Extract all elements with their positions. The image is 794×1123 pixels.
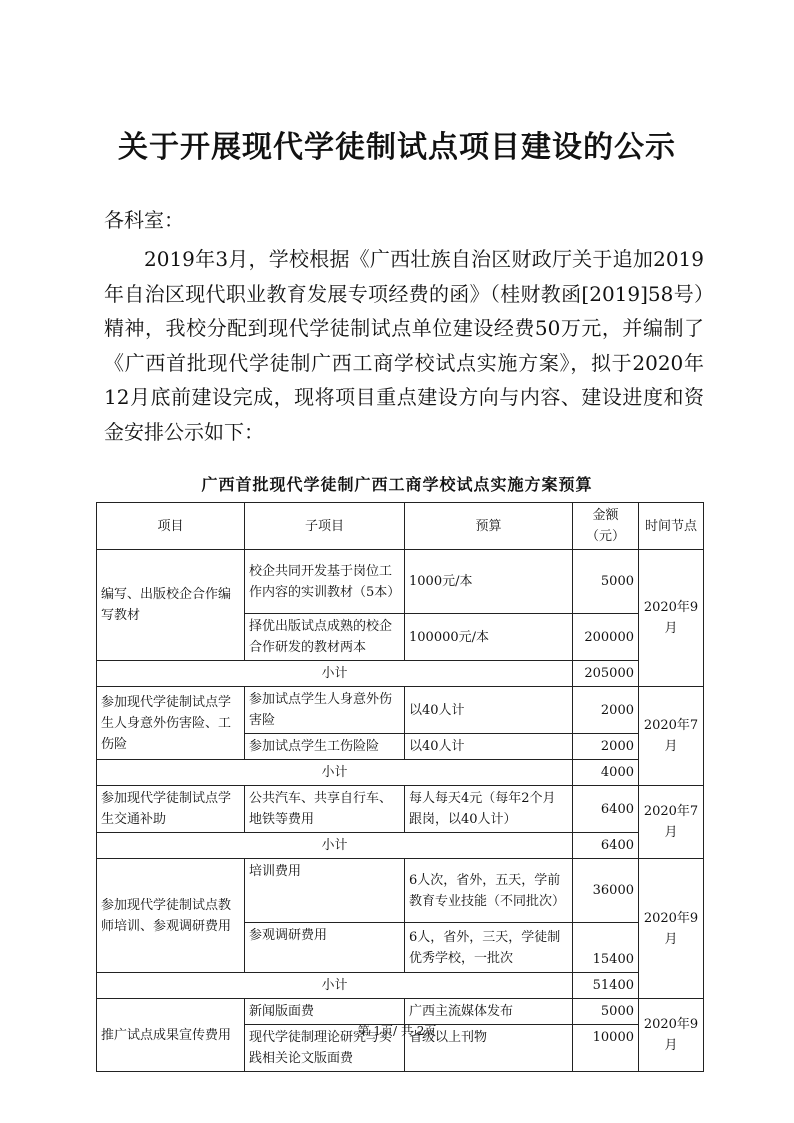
subproject-cell: 参加试点学生工伤险险 <box>245 734 405 760</box>
amount-cell: 200000 <box>573 614 639 661</box>
subtotal-label: 小计 <box>97 760 573 786</box>
subproject-cell: 择优出版试点成熟的校企合作研发的教材两本 <box>245 614 405 661</box>
budget-cell: 广西主流媒体发布 <box>405 999 573 1025</box>
amount-cell: 36000 <box>573 859 639 923</box>
budget-cell: 以40人计 <box>405 734 573 760</box>
subproject-cell: 参观调研费用 <box>245 923 405 973</box>
project-cell: 参加现代学徒制试点教师培训、参观调研费用 <box>97 859 245 973</box>
amount-cell: 6400 <box>573 786 639 833</box>
subproject-cell: 新闻版面费 <box>245 999 405 1025</box>
project-cell: 参加现代学徒制试点学生交通补助 <box>97 786 245 833</box>
subproject-cell: 参加试点学生人身意外伤害险 <box>245 687 405 734</box>
document-title: 关于开展现代学徒制试点项目建设的公示 <box>118 130 676 165</box>
schedule-cell: 2020年7月 <box>639 687 704 786</box>
header-budget: 预算 <box>405 503 573 550</box>
table-row <box>97 550 704 614</box>
amount-cell: 2000 <box>573 734 639 760</box>
subtotal-amount: 51400 <box>573 973 639 999</box>
subtotal-label: 小计 <box>97 661 573 687</box>
amount-cell: 15400 <box>573 923 639 973</box>
subtotal-label: 小计 <box>97 833 573 859</box>
budget-cell: 以40人计 <box>405 687 573 734</box>
subtotal-amount: 6400 <box>573 833 639 859</box>
project-cell: 推广试点成果宣传费用 <box>97 999 245 1072</box>
subtotal-amount: 4000 <box>573 760 639 786</box>
amount-cell: 5000 <box>573 550 639 614</box>
paragraph-text: 2019年3月，学校根据《广西壮族自治区财政厅关于追加2019年自治区现代职业教育发展专项经费的函》（桂财教函[2019]58号）精神，我校分配到现代学徒制试点单位建设经费50万元，并编制了《广西首批现代学徒制广西工商学校试点实施方案》，拟于2020年12月底前建设完成，现将项目重点建设方向与内容、建设进度和资金安排公示如下： <box>104 247 704 444</box>
table-row <box>97 859 704 923</box>
table-row <box>97 999 704 1025</box>
table-title: 广西首批现代学徒制广西工商学校试点实施方案预算 <box>201 475 593 494</box>
schedule-cell: 2020年7月 <box>639 786 704 859</box>
budget-cell: 省级以上刊物 <box>405 1025 573 1072</box>
subproject-cell: 校企共同开发基于岗位工作内容的实训教材（5本） <box>245 550 405 614</box>
subtotal-row <box>97 833 704 859</box>
subproject-cell: 培训费用 <box>245 859 405 923</box>
header-project: 项目 <box>97 503 245 550</box>
budget-cell: 6人，省外，三天，学徒制优秀学校，一批次 <box>405 923 573 973</box>
subtotal-row <box>97 661 704 687</box>
budget-table <box>96 502 704 1072</box>
project-cell: 参加现代学徒制试点学生人身意外伤害险、工伤险 <box>97 687 245 760</box>
amount-cell: 2000 <box>573 687 639 734</box>
schedule-cell: 2020年9月 <box>639 859 704 999</box>
budget-cell: 6人次，省外，五天，学前教育专业技能（不同批次） <box>405 859 573 923</box>
subproject-cell: 公共汽车、共享自行车、地铁等费用 <box>245 786 405 833</box>
salutation: 各科室： <box>104 208 184 232</box>
project-cell: 编写、出版校企合作编写教材 <box>97 550 245 661</box>
body-paragraph <box>104 242 704 449</box>
table-header-row <box>97 503 704 550</box>
header-schedule: 时间节点 <box>639 503 704 550</box>
schedule-cell: 2020年9月 <box>639 999 704 1072</box>
subtotal-label: 小计 <box>97 973 573 999</box>
amount-cell: 10000 <box>573 1025 639 1072</box>
budget-cell: 100000元/本 <box>405 614 573 661</box>
page-footer: 第 1页/ 共 2页 <box>357 1024 437 1038</box>
budget-cell: 1000元/本 <box>405 550 573 614</box>
subtotal-row <box>97 973 704 999</box>
table-row <box>97 786 704 833</box>
header-amount: 金额（元） <box>573 503 639 550</box>
schedule-cell: 2020年9月 <box>639 550 704 687</box>
budget-cell: 每人每天4元（每年2个月跟岗，以40人计） <box>405 786 573 833</box>
subtotal-amount: 205000 <box>573 661 639 687</box>
amount-cell: 5000 <box>573 999 639 1025</box>
subproject-cell: 现代学徒制理论研究与实践相关论文版面费 <box>245 1025 405 1072</box>
header-subproject: 子项目 <box>245 503 405 550</box>
table-row <box>97 687 704 734</box>
subtotal-row <box>97 760 704 786</box>
